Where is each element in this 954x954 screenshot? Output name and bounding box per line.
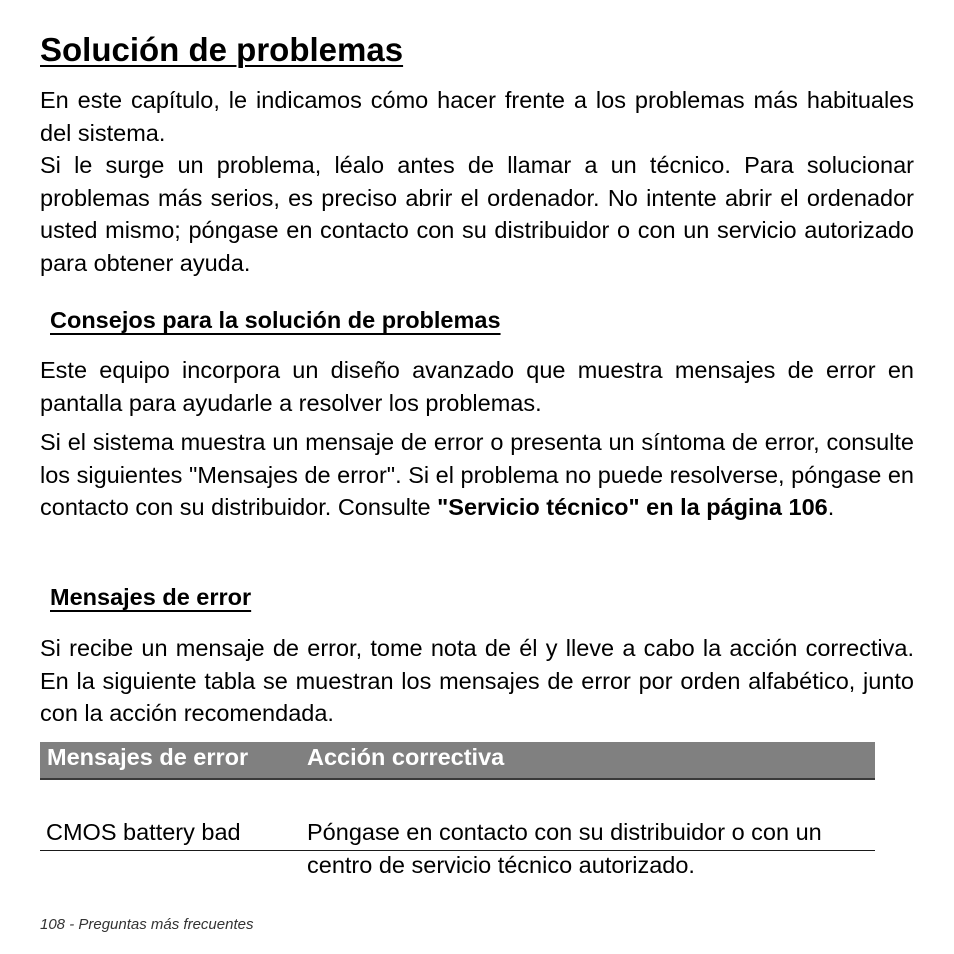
table-header-accion: Acción correctiva: [307, 744, 505, 770]
consejos-paragraph-2: [40, 426, 914, 524]
error-messages-table: [40, 742, 875, 878]
page-footer: 108 - Preguntas más frecuentes: [40, 916, 254, 933]
consejos-paragraph-2-end: .: [827, 494, 835, 520]
consejos-paragraph-2-text: Si el sistema muestra un mensaje de error o presenta un síntoma de error, consulte los siguientes "Mensajes de error". Si el problema no puede resolverse, póngase en contacto con su distribuidor. Consulte: [40, 429, 914, 520]
table-header-mensajes: Mensajes de error: [47, 744, 249, 770]
table-row: [40, 780, 875, 878]
table-header-row: [40, 742, 875, 780]
servicio-tecnico-reference: "Servicio técnico" en la página 106: [437, 494, 828, 520]
intro-paragraph-2: Si le surge un problema, léalo antes de llamar a un técnico. Para solucionar problemas más serios, es preciso abrir el ordenador. No intente abrir el ordenador usted mismo; póngase en contacto con su distribuidor o con un servicio autorizado para obtener ayuda.: [40, 152, 914, 276]
mensajes-paragraph-1: Si recibe un mensaje de error, tome nota de él y lleve a cabo la acción correctiva. En la siguiente tabla se muestran los mensajes de error por orden alfabético, junto con la acción recomendada.: [40, 635, 914, 726]
table-cell-action: Póngase en contacto con su distribuidor o con un centro de servicio técnico autorizado.: [307, 819, 822, 878]
section-heading-consejos: Consejos para la solución de problemas: [50, 307, 501, 333]
consejos-paragraph-1: Este equipo incorpora un diseño avanzado que muestra mensajes de error en pantalla para ayudarle a resolver los problemas.: [40, 357, 914, 416]
page-title: Solución de problemas: [40, 31, 404, 68]
section-heading-mensajes: Mensajes de error: [50, 584, 252, 610]
table-cell-message: CMOS battery bad: [46, 819, 241, 845]
intro-paragraph-1: En este capítulo, le indicamos cómo hacer frente a los problemas más habituales del sistema.: [40, 87, 914, 146]
